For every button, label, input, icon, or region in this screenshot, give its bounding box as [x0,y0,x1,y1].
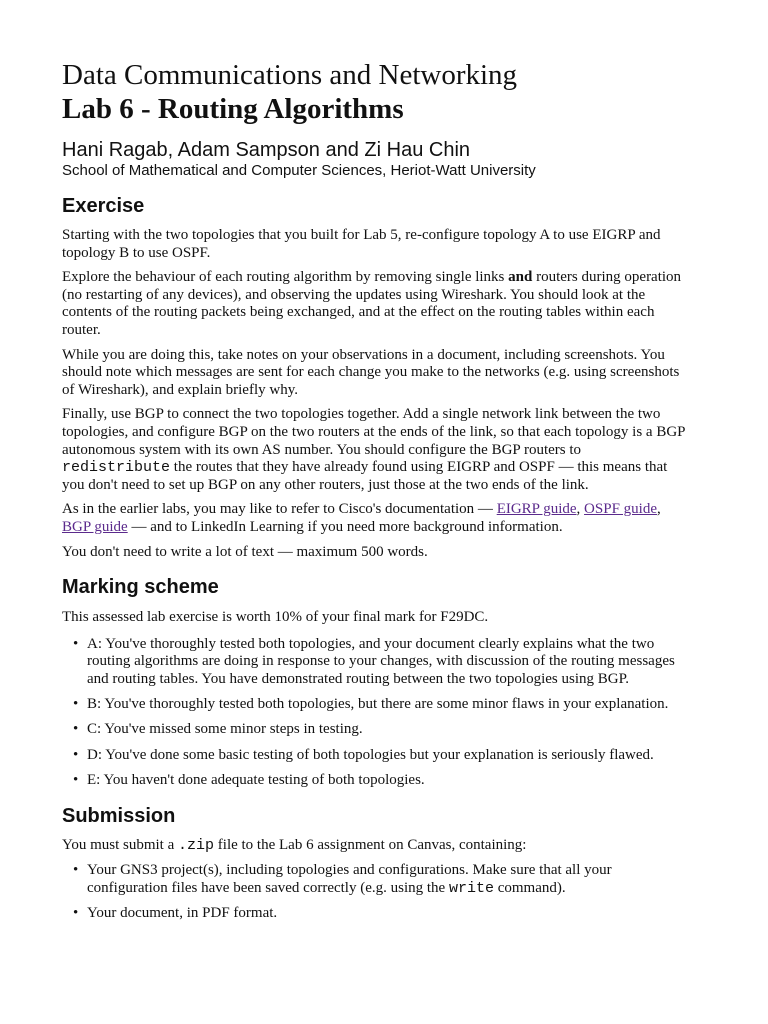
code-write: write [448,879,494,897]
text-run: Your GNS3 project(s), including topologies and configurations. Make sure that all your configuration files have been saved correctly (e.g. using the [87,862,612,896]
bold-and: and [508,269,533,286]
text-run: Finally, use BGP to connect the two topologies together. Add a single network link between the two topologies, and configure BGP on the two routers at the ends of the link, so that each topology is a BGP autonomous system with its own AS number. You should configure the BGP routers to [62,406,685,458]
marking-item-a: • A: You've thoroughly tested both topologies, and your document clearly explains what the two routing algorithms are doing in response to your changes, with discussion of the routing messages and routing tables. You have demonstrated routing between the two topologies using BGP. [87,636,687,688]
ospf-guide-link[interactable]: OSPF guide [584,501,657,518]
text-run: — and to LinkedIn Learning if you need more background information. [127,518,563,535]
exercise-paragraph-5 [62,501,687,536]
lab-title: Lab 6 - Routing Algorithms [62,93,404,125]
submission-item-document: • Your document, in PDF format. [87,905,687,922]
text-run: command). [493,879,566,896]
text-run: You must submit a [62,836,179,853]
marking-item-e: • E: You haven't done adequate testing of both topologies. [87,772,687,789]
submission-item-project [87,862,687,897]
separator: , [576,501,585,518]
marking-item-b: • B: You've thoroughly tested both topologies, but there are some minor flaws in your explanation. [87,696,687,713]
affiliation: School of Mathematical and Computer Sciences, Heriot-Watt University [62,162,536,179]
course-title: Data Communications and Networking [62,59,518,91]
text-run: the routes that they have already found using EIGRP and OSPF — this means that you don't need to set up BGP on any other routers, just those at the two ends of the link. [62,459,668,493]
submission-list [62,862,687,922]
marking-heading: Marking scheme [62,576,219,599]
eigrp-guide-link[interactable]: EIGRP guide [496,501,577,518]
text-run: routers during operation (no restarting of any devices), and observing the updates using Wireshark. You should look at the contents of the routing packets being exchanged, and at the effect on the routing tables within each router. [62,269,682,338]
marking-list [62,636,687,790]
submission-intro [62,837,687,855]
exercise-heading: Exercise [62,195,145,217]
exercise-paragraph-2 [62,269,687,339]
text-run: Explore the behaviour of each routing algorithm by removing single links [62,269,509,286]
exercise-paragraph-4 [62,406,687,494]
code-redistribute: redistribute [62,459,171,477]
document-content [62,58,687,922]
text-run: As in the earlier labs, you may like to refer to Cisco's documentation — [62,501,497,518]
marking-item-d: • D: You've done some basic testing of both topologies but your explanation is seriously flawed. [87,747,687,764]
exercise-paragraph-1: Starting with the two topologies that you built for Lab 5, re-configure topology A to use EIGRP and topology B to use OSPF. [62,227,661,261]
exercise-paragraph-6: You don't need to write a lot of text — maximum 500 words. [62,543,428,560]
authors: Hani Ragab, Adam Sampson and Zi Hau Chin [62,139,471,161]
separator: , [656,501,661,518]
code-zip: .zip [178,836,215,854]
submission-heading: Submission [62,804,176,827]
bgp-guide-link[interactable]: BGP guide [62,518,128,535]
text-run: file to the Lab 6 assignment on Canvas, containing: [214,836,527,853]
marking-item-c: • C: You've missed some minor steps in testing. [87,721,687,738]
marking-intro: This assessed lab exercise is worth 10% of your final mark for F29DC. [62,609,489,626]
exercise-paragraph-3: While you are doing this, take notes on your observations in a document, including screenshots. You should note which messages are sent for each change you make to the networks (e.g. using screenshots of Wireshark), and explain briefly why. [62,346,680,398]
